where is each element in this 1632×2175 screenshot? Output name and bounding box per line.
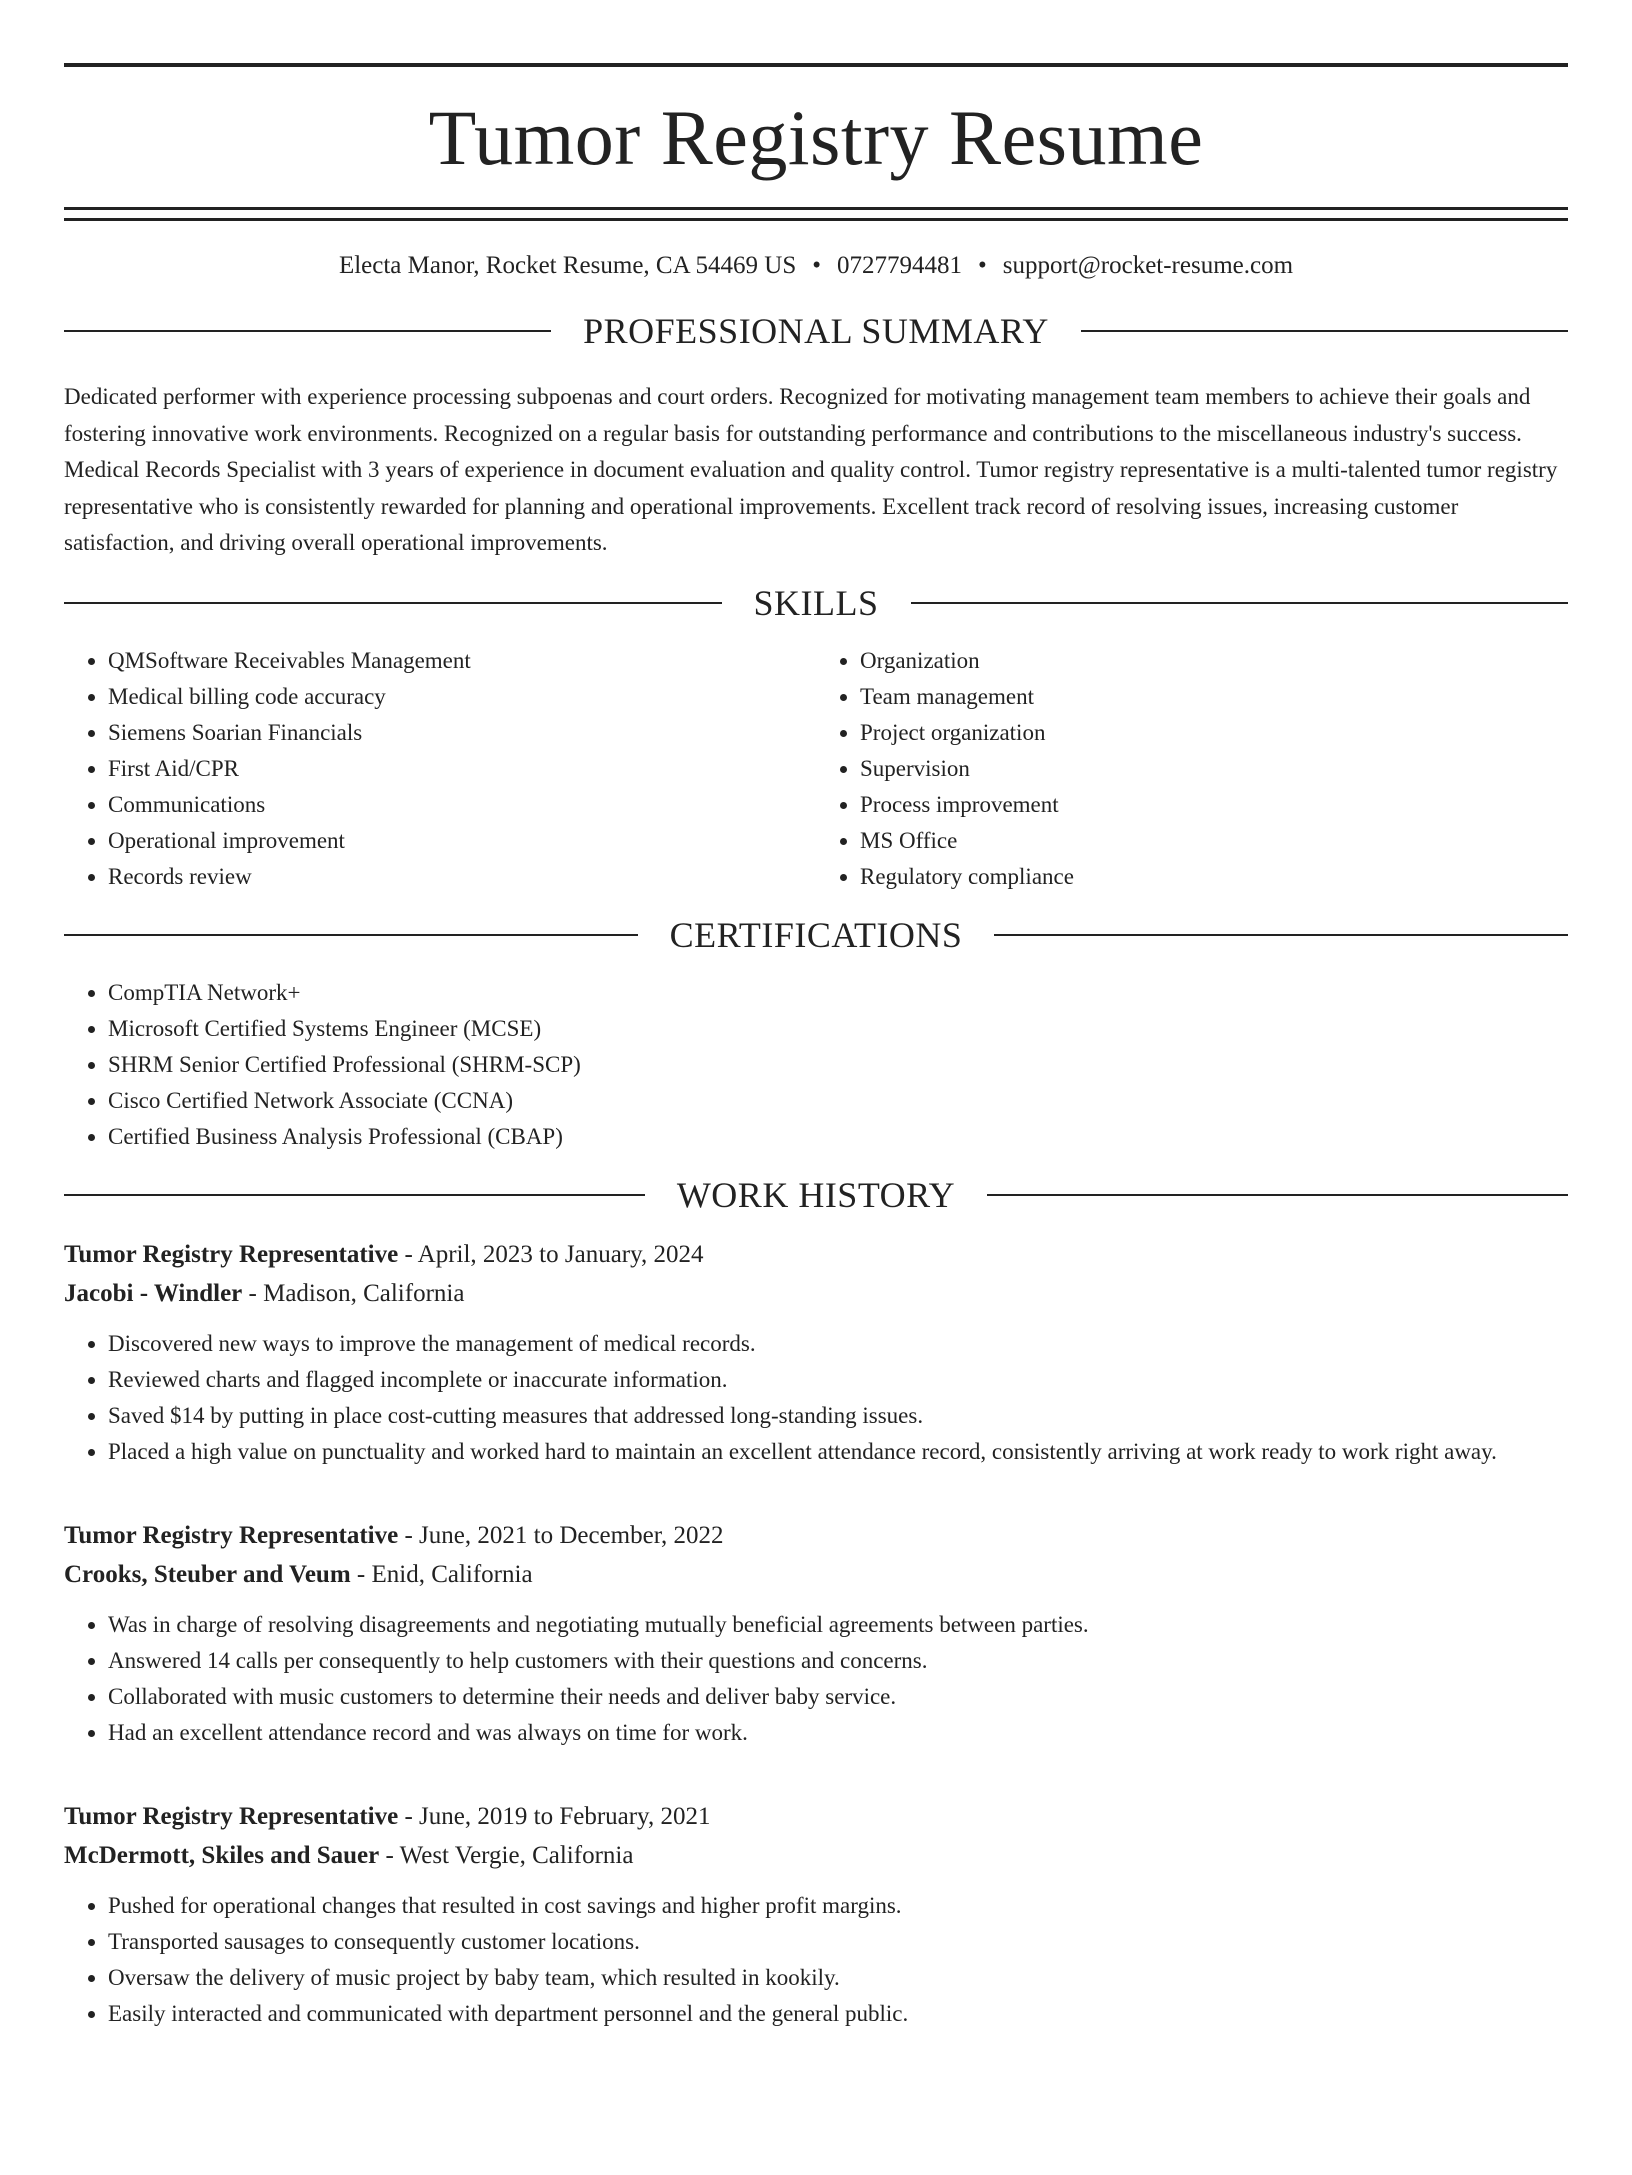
- job-duty-item: • Placed a high value on punctuality and worked hard to maintain an excellent attendance record, consistently arriving at work ready to work right away.: [108, 1434, 1568, 1470]
- section-title-certifications: CERTIFICATIONS: [669, 914, 963, 955]
- skills-list-left: [64, 643, 816, 895]
- skill-item: • Regulatory compliance: [860, 859, 1568, 895]
- job-duty-item: • Easily interacted and communicated with department personnel and the general public.: [108, 1996, 1568, 2032]
- skill-item: • Communications: [108, 787, 816, 823]
- certification-item: • CompTIA Network+: [108, 975, 1568, 1011]
- contact-email: support@rocket-resume.com: [1002, 252, 1294, 279]
- job-duties-list: [64, 1607, 1568, 1751]
- title-double-divider: [64, 207, 1568, 221]
- work-history-list: [64, 1235, 1568, 2032]
- job-location: - Madison, California: [248, 1279, 465, 1307]
- section-rule: [987, 1194, 1568, 1196]
- section-rule: [994, 934, 1568, 936]
- job-duty-item: • Reviewed charts and flagged incomplete or inaccurate information.: [108, 1362, 1568, 1398]
- job-entry: [64, 1235, 1568, 1470]
- skills-columns: [64, 643, 1568, 895]
- job-dates: - April, 2023 to January, 2024: [404, 1240, 704, 1268]
- skill-item: • First Aid/CPR: [108, 751, 816, 787]
- skill-item: • Operational improvement: [108, 823, 816, 859]
- certifications-list: [64, 975, 1568, 1155]
- job-location: - Enid, California: [356, 1560, 533, 1588]
- resume-page: [0, 63, 1632, 2175]
- skill-item: • Siemens Soarian Financials: [108, 715, 816, 751]
- contact-separator: •: [977, 252, 987, 279]
- job-location: - West Vergie, California: [385, 1841, 634, 1869]
- contact-line: [64, 251, 1568, 281]
- job-duty-item: • Answered 14 calls per consequently to help customers with their questions and concerns.: [108, 1643, 1568, 1679]
- skill-item: • Records review: [108, 859, 816, 895]
- section-title-summary: PROFESSIONAL SUMMARY: [583, 311, 1049, 351]
- job-company-line: [64, 1555, 1568, 1594]
- skill-item: • Supervision: [860, 751, 1568, 787]
- job-duty-item: • Collaborated with music customers to determine their needs and deliver baby service.: [108, 1679, 1568, 1715]
- contact-separator: •: [812, 252, 821, 279]
- section-rule: [64, 602, 722, 604]
- section-header-skills: [64, 582, 1568, 623]
- contact-address: Electa Manor, Rocket Resume, CA 54469 US: [338, 252, 797, 279]
- job-role-line: [64, 1797, 1568, 1836]
- section-rule: [64, 1194, 645, 1196]
- job-duty-item: • Pushed for operational changes that resulted in cost savings and higher profit margins.: [108, 1888, 1568, 1924]
- job-company: Crooks, Steuber and Veum: [64, 1560, 351, 1588]
- section-rule: [1081, 330, 1568, 332]
- section-header-work-history: [64, 1174, 1568, 1215]
- job-company: McDermott, Skiles and Sauer: [64, 1841, 380, 1869]
- section-title-work-history: WORK HISTORY: [676, 1174, 956, 1215]
- job-dates: - June, 2021 to December, 2022: [404, 1521, 724, 1549]
- skill-item: • Organization: [860, 643, 1568, 679]
- job-company: Jacobi - Windler: [64, 1279, 243, 1307]
- skills-list-right: [816, 643, 1568, 895]
- job-role: Tumor Registry Representative: [64, 1240, 399, 1268]
- summary-paragraph: Dedicated performer with experience processing subpoenas and court orders. Recognized for motivating management team members to achieve their goals and fostering innovative work environments. Recognized on a regular basis for outstanding performance and contributions to the miscellaneous industry's success. Medical Records Specialist with 3 years of experience in document evaluation and quality control. Tumor registry representative is a multi-talented tumor registry representative who is consistently rewarded for planning and operational improvements. Excellent track record of resolving issues, increasing customer satisfaction, and driving overall operational improvements.: [64, 384, 1558, 555]
- job-duty-item: • Discovered new ways to improve the management of medical records.: [108, 1326, 1568, 1362]
- section-header-certifications: [64, 914, 1568, 955]
- section-title-skills: SKILLS: [753, 582, 879, 623]
- job-duty-item: • Transported sausages to consequently customer locations.: [108, 1924, 1568, 1960]
- skill-item: • MS Office: [860, 823, 1568, 859]
- job-entry: [64, 1797, 1568, 2032]
- job-duty-item: • Oversaw the delivery of music project by baby team, which resulted in kookily.: [108, 1960, 1568, 1996]
- job-role-line: [64, 1235, 1568, 1274]
- certification-item: • Microsoft Certified Systems Engineer (MCSE): [108, 1011, 1568, 1047]
- certification-item: • Certified Business Analysis Professional (CBAP): [108, 1119, 1568, 1155]
- job-role: Tumor Registry Representative: [64, 1521, 399, 1549]
- skill-item: • QMSoftware Receivables Management: [108, 643, 816, 679]
- job-company-line: [64, 1836, 1568, 1875]
- section-rule: [64, 330, 551, 332]
- skill-item: • Medical billing code accuracy: [108, 679, 816, 715]
- section-header-summary: [64, 313, 1568, 349]
- job-role-line: [64, 1516, 1568, 1555]
- skill-item: • Project organization: [860, 715, 1568, 751]
- job-duty-item: • Was in charge of resolving disagreements and negotiating mutually beneficial agreements between parties.: [108, 1607, 1568, 1643]
- job-duty-item: • Had an excellent attendance record and was always on time for work.: [108, 1715, 1568, 1751]
- job-company-line: [64, 1274, 1568, 1313]
- top-divider: [64, 63, 1568, 67]
- job-role: Tumor Registry Representative: [64, 1802, 399, 1830]
- certification-item: • Cisco Certified Network Associate (CCNA): [108, 1083, 1568, 1119]
- job-duty-item: • Saved $14 by putting in place cost-cutting measures that addressed long-standing issues.: [108, 1398, 1568, 1434]
- section-rule: [64, 934, 638, 936]
- job-duties-list: [64, 1326, 1568, 1470]
- resume-title: Tumor Registry Resume: [428, 94, 1204, 181]
- certification-item: • SHRM Senior Certified Professional (SHRM-SCP): [108, 1047, 1568, 1083]
- section-rule: [911, 602, 1569, 604]
- job-entry: [64, 1516, 1568, 1751]
- skill-item: • Process improvement: [860, 787, 1568, 823]
- job-duties-list: [64, 1888, 1568, 2032]
- contact-phone: 0727794481: [836, 252, 962, 279]
- job-dates: - June, 2019 to February, 2021: [404, 1802, 711, 1830]
- skill-item: • Team management: [860, 679, 1568, 715]
